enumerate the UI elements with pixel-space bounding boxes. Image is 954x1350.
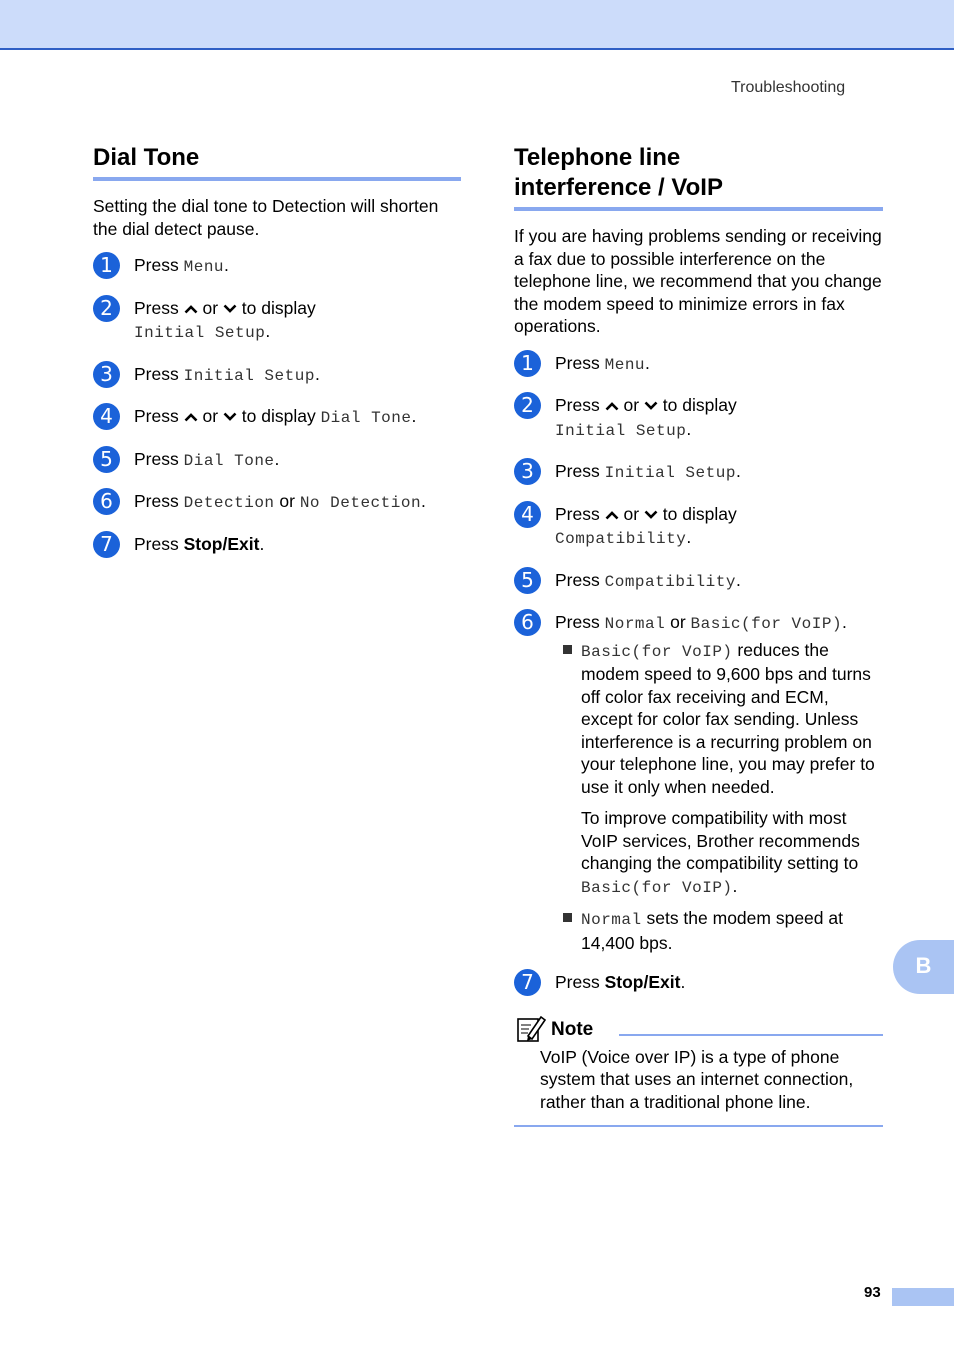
step-text: to display	[657, 503, 737, 524]
step-text: or	[618, 503, 644, 524]
menu-text: Basic(for VoIP)	[581, 878, 733, 897]
step-text: to display	[236, 406, 321, 426]
step-number: 6	[93, 488, 120, 515]
step-text: to display	[657, 395, 737, 415]
step-text: .	[645, 352, 650, 373]
step-text: Press	[555, 569, 605, 590]
step-text: .	[224, 255, 229, 275]
key-label: Stop/Exit	[604, 972, 681, 992]
step-text: Press	[555, 612, 605, 632]
step-text: Press	[134, 255, 184, 275]
list-item	[555, 639, 883, 900]
step-text: Press	[555, 395, 605, 415]
page-number: 93	[864, 1284, 881, 1301]
up-arrow-icon	[605, 510, 619, 520]
menu-text: Menu	[183, 258, 225, 276]
section-dial-tone	[93, 143, 461, 573]
up-arrow-icon	[605, 401, 619, 411]
key-label: Stop/Exit	[183, 533, 260, 554]
step	[93, 363, 461, 389]
menu-text: Initial Setup	[555, 421, 687, 440]
bullet-subparagraph	[581, 807, 883, 899]
step-text: to display	[236, 297, 316, 318]
step-text: .	[686, 527, 692, 547]
step-number: 1	[514, 350, 541, 377]
step-text: Press	[555, 972, 605, 992]
step	[514, 611, 883, 954]
bullet-text: sets the modem speed at 14,400 bps.	[581, 908, 843, 953]
step-text: Press	[555, 461, 605, 481]
step-number: 2	[93, 295, 120, 322]
down-arrow-icon	[223, 304, 237, 314]
step-text: .	[411, 406, 417, 426]
step-text: or	[665, 612, 691, 632]
step-text: .	[680, 972, 686, 992]
note-divider	[619, 1034, 883, 1036]
step-text: or	[197, 297, 223, 318]
title-line: Telephone line	[514, 144, 681, 171]
step-text: Press	[134, 533, 184, 554]
bullet-text: .	[732, 875, 738, 896]
menu-text: Compatibility	[604, 572, 736, 591]
menu-text: Initial Setup	[604, 464, 736, 482]
step	[514, 971, 883, 995]
step-number: 3	[514, 458, 541, 485]
menu-text: Normal	[604, 615, 666, 633]
up-arrow-icon	[184, 412, 198, 422]
step-number: 7	[93, 531, 120, 558]
step	[514, 503, 883, 552]
step	[93, 490, 461, 516]
step-text: .	[259, 533, 265, 554]
step-number: 1	[93, 252, 120, 279]
step-number: 4	[514, 501, 541, 528]
menu-text: Initial Setup	[134, 324, 266, 342]
title-line: interference / VoIP	[514, 174, 723, 201]
step-text: Press	[134, 491, 184, 511]
step	[93, 405, 461, 431]
bullet-text: To improve compatibility with most VoIP services, Brother recommends changing the compatibility setting to	[581, 808, 860, 873]
step	[93, 448, 461, 474]
step	[93, 254, 461, 280]
section-title	[514, 143, 883, 211]
up-arrow-icon	[184, 304, 198, 314]
bullet-square-icon	[563, 913, 572, 922]
step-list	[514, 352, 883, 995]
menu-text: Menu	[604, 355, 646, 374]
down-arrow-icon	[644, 401, 658, 411]
step-number: 6	[514, 609, 541, 636]
step-number: 5	[93, 446, 120, 473]
step-text: .	[274, 448, 280, 469]
step-number: 4	[93, 403, 120, 430]
step-number: 7	[514, 969, 541, 996]
step-text: .	[686, 418, 692, 439]
menu-text: Detection	[183, 494, 275, 512]
step-text: Press	[134, 297, 184, 318]
bullet-text: reduces the modem speed to 9,600 bps and turns off color fax receiving and ECM, except for color fax sending. Unless interference is a recurring problem on your telephone line, you may prefer to use it only when needed.	[581, 639, 875, 797]
step-text: Press	[134, 363, 184, 384]
section-telephone-interference	[514, 143, 883, 1127]
step	[93, 533, 461, 557]
step	[514, 352, 883, 378]
list-item	[555, 907, 883, 954]
note-box	[514, 1012, 883, 1128]
menu-text: Dial Tone	[183, 451, 275, 470]
menu-text: Compatibility	[555, 530, 687, 548]
step-number: 5	[514, 567, 541, 594]
step-text: Press	[555, 503, 605, 524]
step	[514, 569, 883, 595]
step-text: Press	[134, 448, 184, 469]
note-header	[514, 1012, 883, 1046]
option-list	[555, 639, 883, 955]
note-pencil-icon	[516, 1014, 546, 1049]
step-text: or	[197, 406, 223, 426]
step	[514, 394, 883, 443]
step-text: .	[421, 491, 426, 511]
step-text: .	[735, 569, 741, 590]
page-number-bar	[892, 1288, 954, 1306]
down-arrow-icon	[644, 510, 658, 520]
running-head: Troubleshooting	[731, 79, 846, 96]
note-title: Note	[551, 1018, 594, 1040]
step-text: .	[265, 321, 271, 341]
header-band	[0, 0, 954, 50]
menu-text: Basic(for VoIP)	[581, 642, 733, 661]
step-text: Press	[555, 352, 605, 373]
section-title: Dial Tone	[93, 143, 461, 181]
note-body: VoIP (Voice over IP) is a type of phone system that uses an internet connection, rather than a traditional phone line.	[540, 1046, 854, 1112]
step	[514, 460, 883, 486]
step-text: .	[842, 612, 847, 632]
section-intro: If you are having problems sending or receiving a fax due to possible interference on the telephone line, we recommend that you change the modem speed to minimize errors in fax operations.	[514, 226, 882, 336]
chapter-tab: B	[893, 940, 954, 994]
step-text: or	[274, 491, 300, 511]
step-text: Press	[134, 406, 184, 426]
step-number: 3	[93, 361, 120, 388]
section-intro: Setting the dial tone to Detection will shorten the dial detect pause.	[93, 196, 439, 239]
down-arrow-icon	[223, 412, 237, 422]
menu-text: Basic(for VoIP)	[690, 615, 843, 633]
step-text: .	[735, 461, 741, 481]
menu-text: Dial Tone	[320, 409, 412, 427]
step-text: .	[314, 363, 320, 384]
menu-text: No Detection	[299, 494, 422, 512]
menu-text: Normal	[581, 911, 642, 929]
menu-text: Initial Setup	[183, 366, 315, 385]
step-text: or	[618, 395, 644, 415]
bullet-square-icon	[563, 645, 572, 654]
step	[93, 297, 461, 346]
step-number: 2	[514, 392, 541, 419]
step-list	[93, 254, 461, 556]
